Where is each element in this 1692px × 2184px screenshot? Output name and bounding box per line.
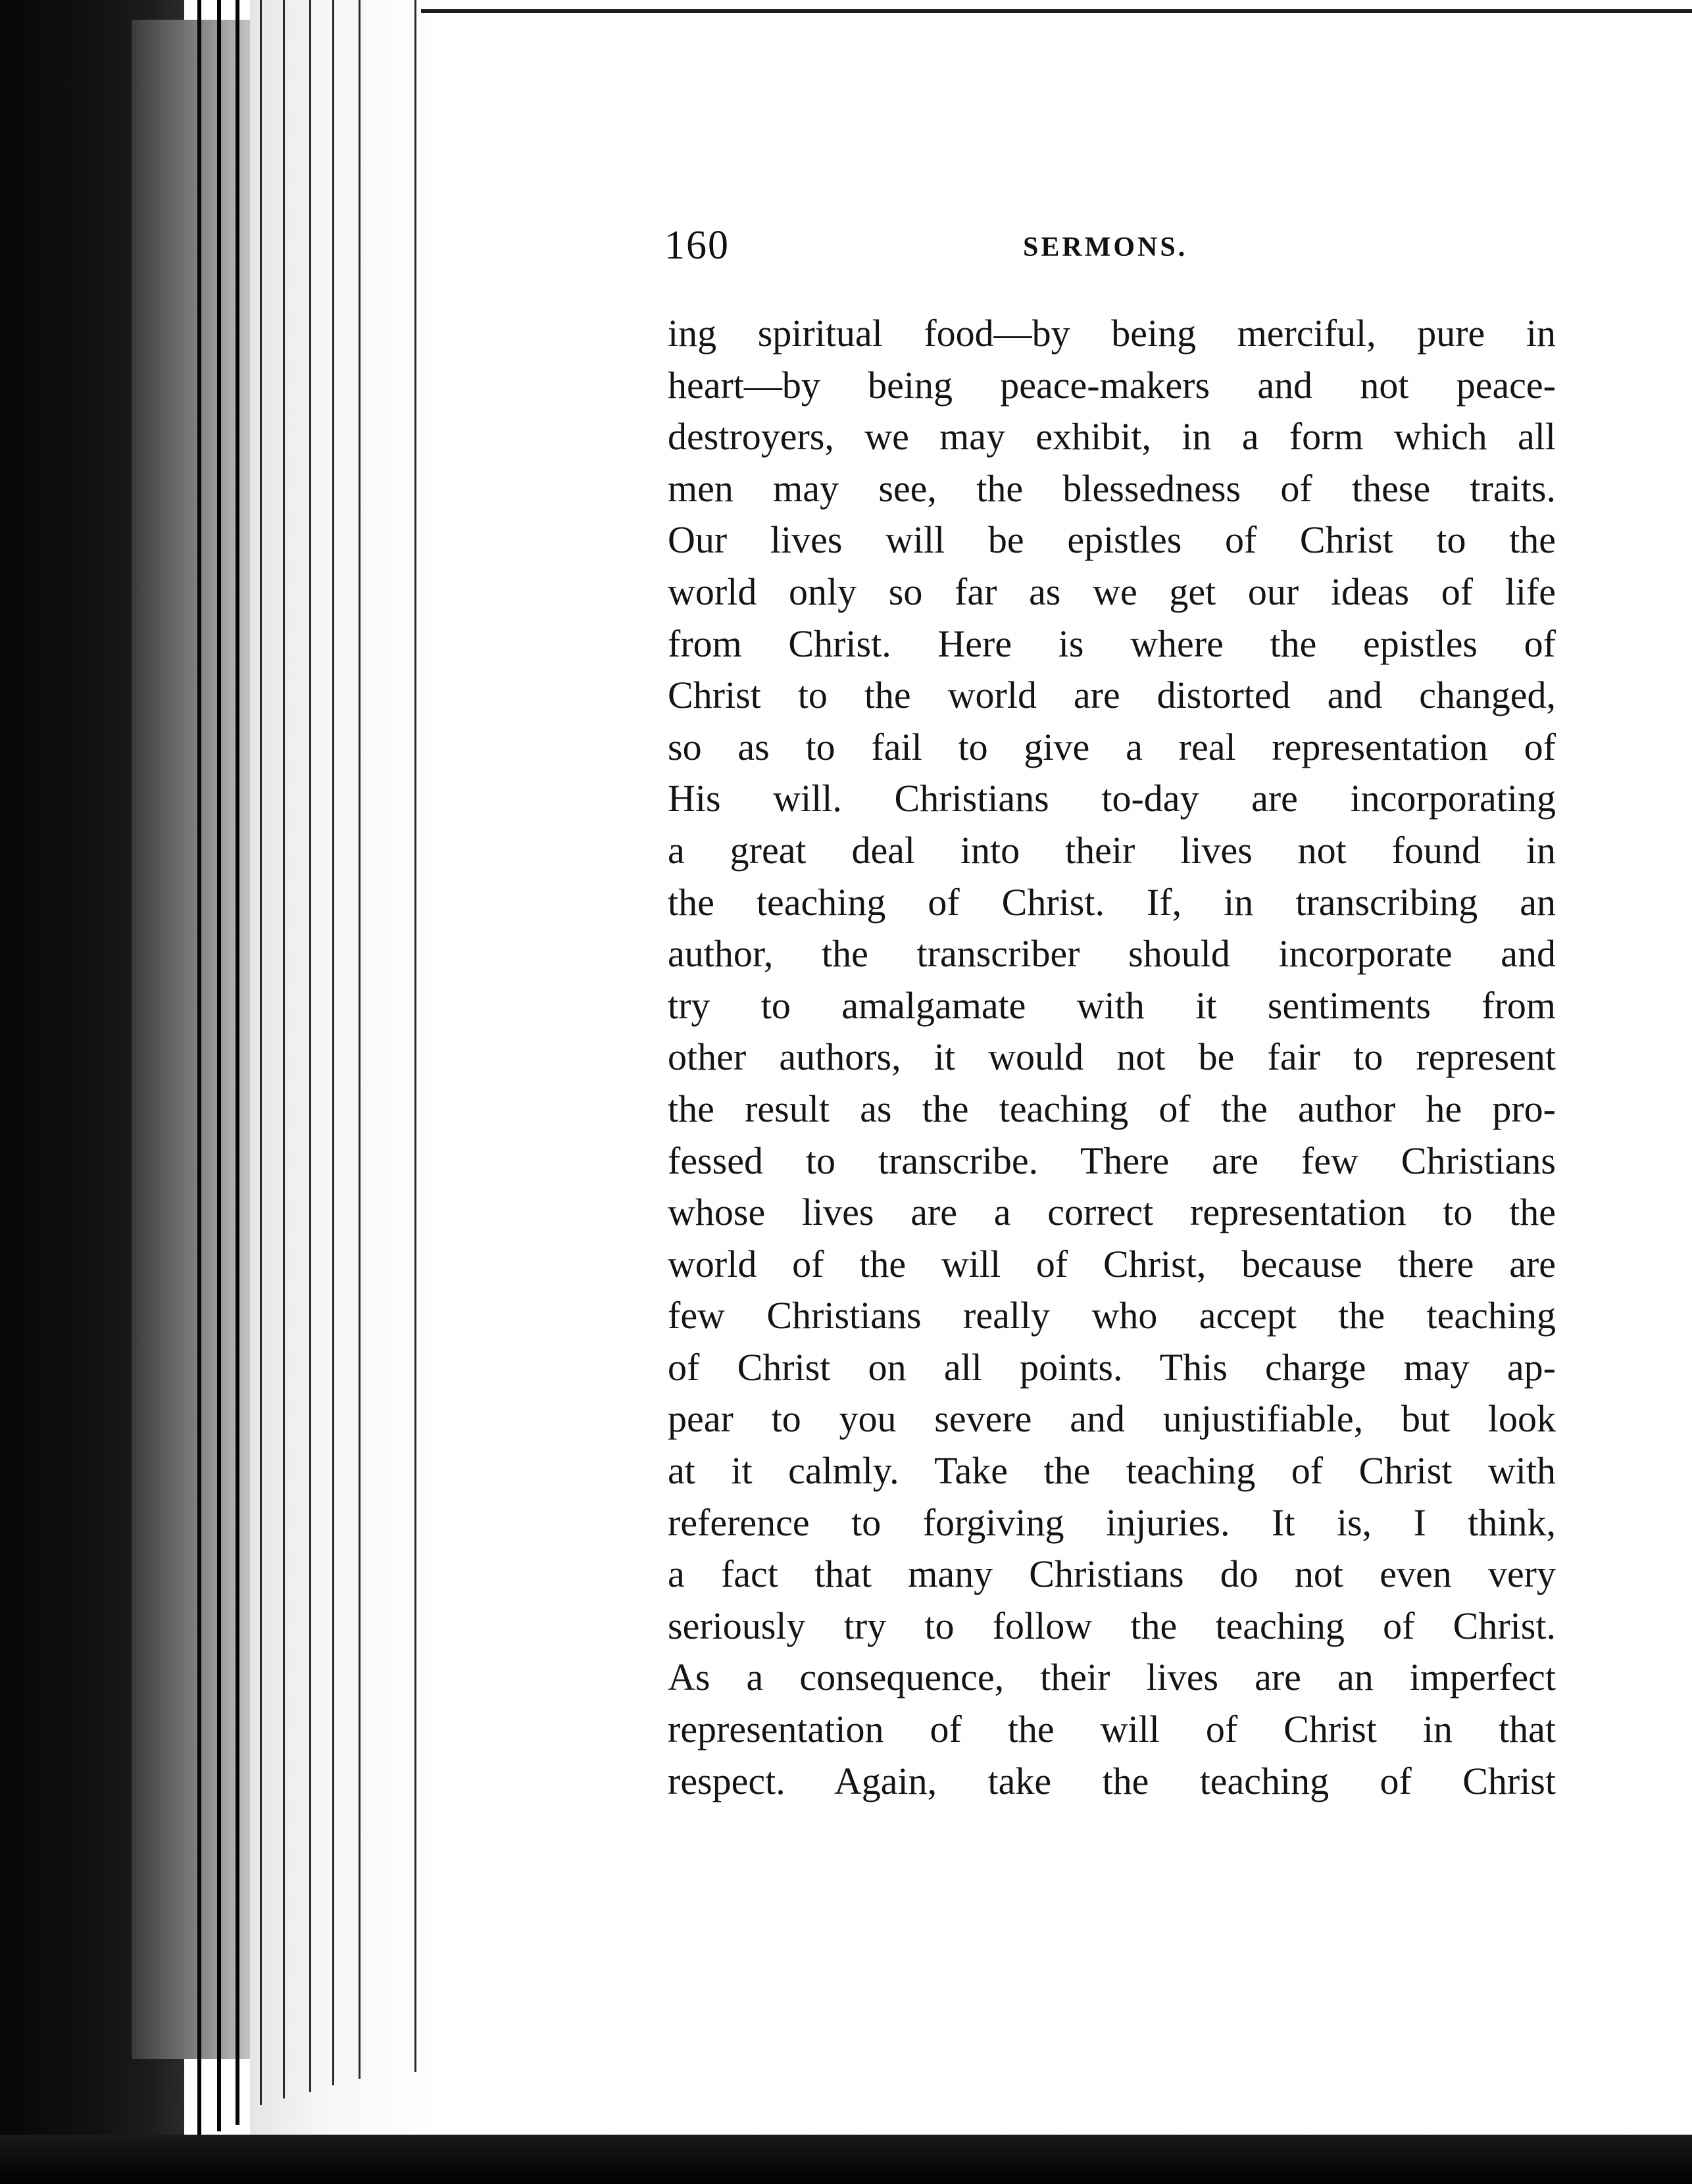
text-line: fessed to transcribe. There are few Christians (668, 1139, 1556, 1182)
text-line: other authors, it would not be fair to represent (668, 1035, 1556, 1079)
text-line: representation of the will of Christ in that (668, 1708, 1556, 1751)
text-line: of Christ on all points. This charge may ap- (668, 1345, 1556, 1389)
page-edge-line (260, 0, 262, 2105)
text-line: pear to you severe and unjustifiable, but look (668, 1397, 1556, 1441)
text-line: a fact that many Christians do not even very (668, 1552, 1556, 1596)
text-line: His will. Christians to-day are incorporating (668, 777, 1556, 820)
text-line: men may see, the blessedness of these traits. (668, 466, 1556, 510)
page-edge-line (359, 0, 361, 2079)
text-line: whose lives are a correct representation to the (668, 1191, 1556, 1234)
text-line: As a consequence, their lives are an imperfect (668, 1656, 1556, 1699)
page-edge-line (236, 0, 239, 2125)
text-line: so as to fail to give a real representation of (668, 725, 1556, 768)
text-line: a great deal into their lives not found in (668, 828, 1556, 872)
text-line: destroyers, we may exhibit, in a form which all (668, 415, 1556, 459)
text-line: reference to forgiving injuries. It is, I think, (668, 1501, 1556, 1544)
text-line: ing spiritual food—by being merciful, pure in (668, 312, 1556, 355)
text-line: Our lives will be epistles of Christ to the (668, 518, 1556, 562)
page-edge-line (414, 0, 416, 2072)
scan-bottom-border (0, 2135, 1692, 2184)
text-line: author, the transcriber should incorporate and (668, 932, 1556, 976)
page-stack (250, 0, 447, 2184)
text-line: try to amalgamate with it sentiments from (668, 983, 1556, 1027)
text-line: the teaching of Christ. If, in transcribing an (668, 880, 1556, 924)
page-edge-line (217, 0, 221, 2131)
body-text (668, 308, 1556, 1807)
text-line: from Christ. Here is where the epistles of (668, 622, 1556, 665)
text-line: world only so far as we get our ideas of life (668, 570, 1556, 613)
page-edge-line (283, 0, 285, 2098)
page-edge-line (309, 0, 311, 2092)
text-line: world of the will of Christ, because there are (668, 1242, 1556, 1285)
text-line: heart—by being peace-makers and not peace- (668, 363, 1556, 407)
page-number: 160 (664, 223, 730, 268)
book-edge (0, 0, 460, 2184)
text-line: at it calmly. Take the teaching of Christ with (668, 1449, 1556, 1493)
running-header (664, 217, 1559, 276)
page-edge-line (197, 0, 201, 2138)
text-line: few Christians really who accept the teaching (668, 1294, 1556, 1337)
running-title: SERMONS. (1023, 232, 1188, 262)
text-line: the result as the teaching of the author he pro- (668, 1087, 1556, 1130)
page-edge-line (332, 0, 334, 2085)
text-line: respect. Again, take the teaching of Christ (668, 1759, 1556, 1802)
text-line: Christ to the world are distorted and changed, (668, 674, 1556, 717)
text-line: seriously try to follow the teaching of Christ. (668, 1604, 1556, 1647)
page-top-edge (421, 9, 1692, 13)
